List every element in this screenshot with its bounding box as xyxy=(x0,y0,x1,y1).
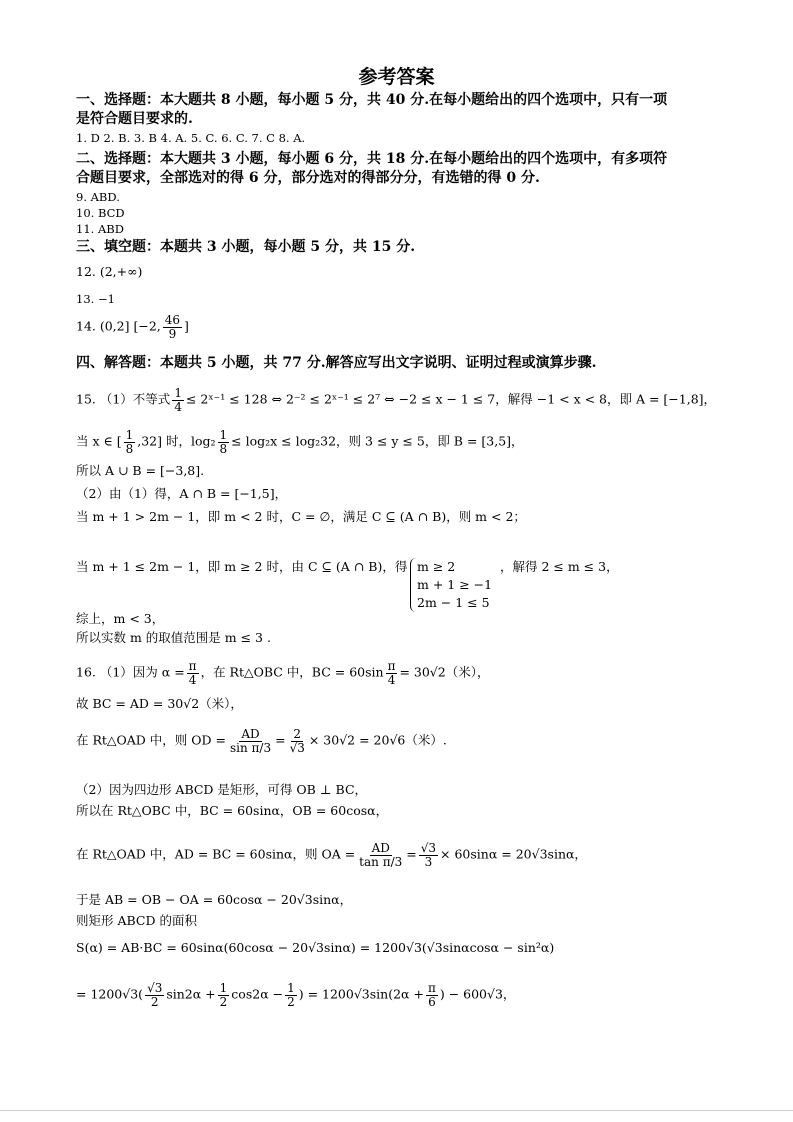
q16-line1: 16. （1）因为 α = $\frac{\pi}{4}$ ，在 Rt△OBC 中，BC = 60sin $\frac{\pi}{4}$ = 30√2（米）， xyxy=(76,659,490,687)
answer-10: 10. BCD xyxy=(76,206,125,220)
q15-line8: 所以实数 m 的取值范围是 m ≤ 3 . xyxy=(76,630,271,645)
inequality-system: m ≥ 2 m + 1 ≥ −1 2m − 1 ≤ 5 xyxy=(410,558,492,612)
q16-line7: 于是 AB = OB − OA = 60cosα − 20√3sinα， xyxy=(76,892,353,907)
q16-line3: 在 Rt△OAD 中，则 OD = $\frac{AD}{\text{sin π/3}}$ = $\frac{2}{√3}$ × 30√2 = 20√6（米）. xyxy=(76,727,447,755)
q16-line5: 所以在 Rt△OBC 中，BC = 60sinα，OB = 60cosα， xyxy=(76,803,389,818)
q16-line6: 在 Rt△OAD 中，AD = BC = 60sinα，则 OA = $\frac{AD}{\text{tan π/3}}$ = $\frac{√3}{3}$ × 60sinα = 20√3sinα， xyxy=(76,841,587,869)
answer-14: 14. (0,2] [−2, $\frac{46}{9}$ ] xyxy=(76,313,189,341)
page-title: 参考答案 xyxy=(358,66,435,88)
section2-heading-cont: 合题目要求，全部选对的得 6 分，部分选对的得部分分，有选错的得 0 分. xyxy=(76,170,540,186)
section1-heading: 一、选择题：本大题共 8 小题，每小题 5 分，共 40 分.在每小题给出的四个选项中，只有一项 xyxy=(76,92,668,108)
q15-line2: 当 x ∈ [ $\frac{1}{8}$ ,32] 时，log₂ $\frac{1}{8}$ ≤ log₂x ≤ log₂32，则 3 ≤ y ≤ 5，即 B = [3,5]， xyxy=(76,428,524,456)
section1-answers: 1. D 2. B. 3. B 4. A. 5. C. 6. C. 7. C 8. A. xyxy=(76,131,306,145)
answer-11: 11. ABD xyxy=(76,222,124,236)
q15-line7: 综上，m < 3， xyxy=(76,611,165,626)
q15-line6-result: ，解得 2 ≤ m ≤ 3， xyxy=(500,559,619,574)
q15-line3: 所以 A ∪ B = [−3,8]. xyxy=(76,463,205,478)
section2-heading: 二、选择题：本大题共 3 小题，每小题 6 分，共 18 分.在每小题给出的四个选项中，有多项符 xyxy=(76,151,668,167)
q15-line6: 当 m + 1 ≤ 2m − 1，即 m ≥ 2 时，由 C ⊆ (A ∩ B)，得 xyxy=(76,559,408,574)
answer-13: 13. −1 xyxy=(76,292,115,306)
q15-line4: （2）由（1）得，A ∩ B = [−1,5]， xyxy=(76,486,288,501)
q16-line2: 故 BC = AD = 30√2（米）， xyxy=(76,696,243,711)
section4-heading: 四、解答题：本题共 5 小题，共 77 分.解答应写出文字说明、证明过程或演算步骤. xyxy=(76,355,597,371)
q16-line9: S(α) = AB·BC = 60sinα(60cosα − 20√3sinα) = 1200√3(√3sinαcosα − sin²α) xyxy=(76,940,555,955)
section3-heading: 三、填空题：本题共 3 小题，每小题 5 分，共 15 分. xyxy=(76,239,416,255)
q15-line1: 15. （1）不等式 $\frac{1}{4}$ ≤ 2ˣ⁻¹ ≤ 128 ⇔ 2⁻² ≤ 2ˣ⁻¹ ≤ 2⁷ ⇔ −2 ≤ x − 1 ≤ 7，解得 −1 < x < 8，即 A = [−1,8]， xyxy=(76,386,717,414)
section1-heading-cont: 是符合题目要求的. xyxy=(76,111,193,127)
q16-line4: （2）因为四边形 ABCD 是矩形，可得 OB ⊥ BC， xyxy=(76,782,368,797)
q15-line5: 当 m + 1 > 2m − 1，即 m < 2 时，C = ∅，满足 C ⊆ (A ∩ B)，则 m < 2； xyxy=(76,509,526,524)
q16-line10: = 1200√3( $\frac{√3}{2}$ sin2α + $\frac{1}{2}$ cos2α − $\frac{1}{2}$ ) = 1200√3sin(2α + $\frac{\pi}{6}$ ) − 600√3， xyxy=(76,981,516,1009)
answer-9: 9. ABD. xyxy=(76,190,120,204)
q16-line8: 则矩形 ABCD 的面积 xyxy=(76,913,197,928)
page-bottom-divider xyxy=(0,1110,793,1111)
answer-12: 12. (2,+∞) xyxy=(76,264,143,279)
